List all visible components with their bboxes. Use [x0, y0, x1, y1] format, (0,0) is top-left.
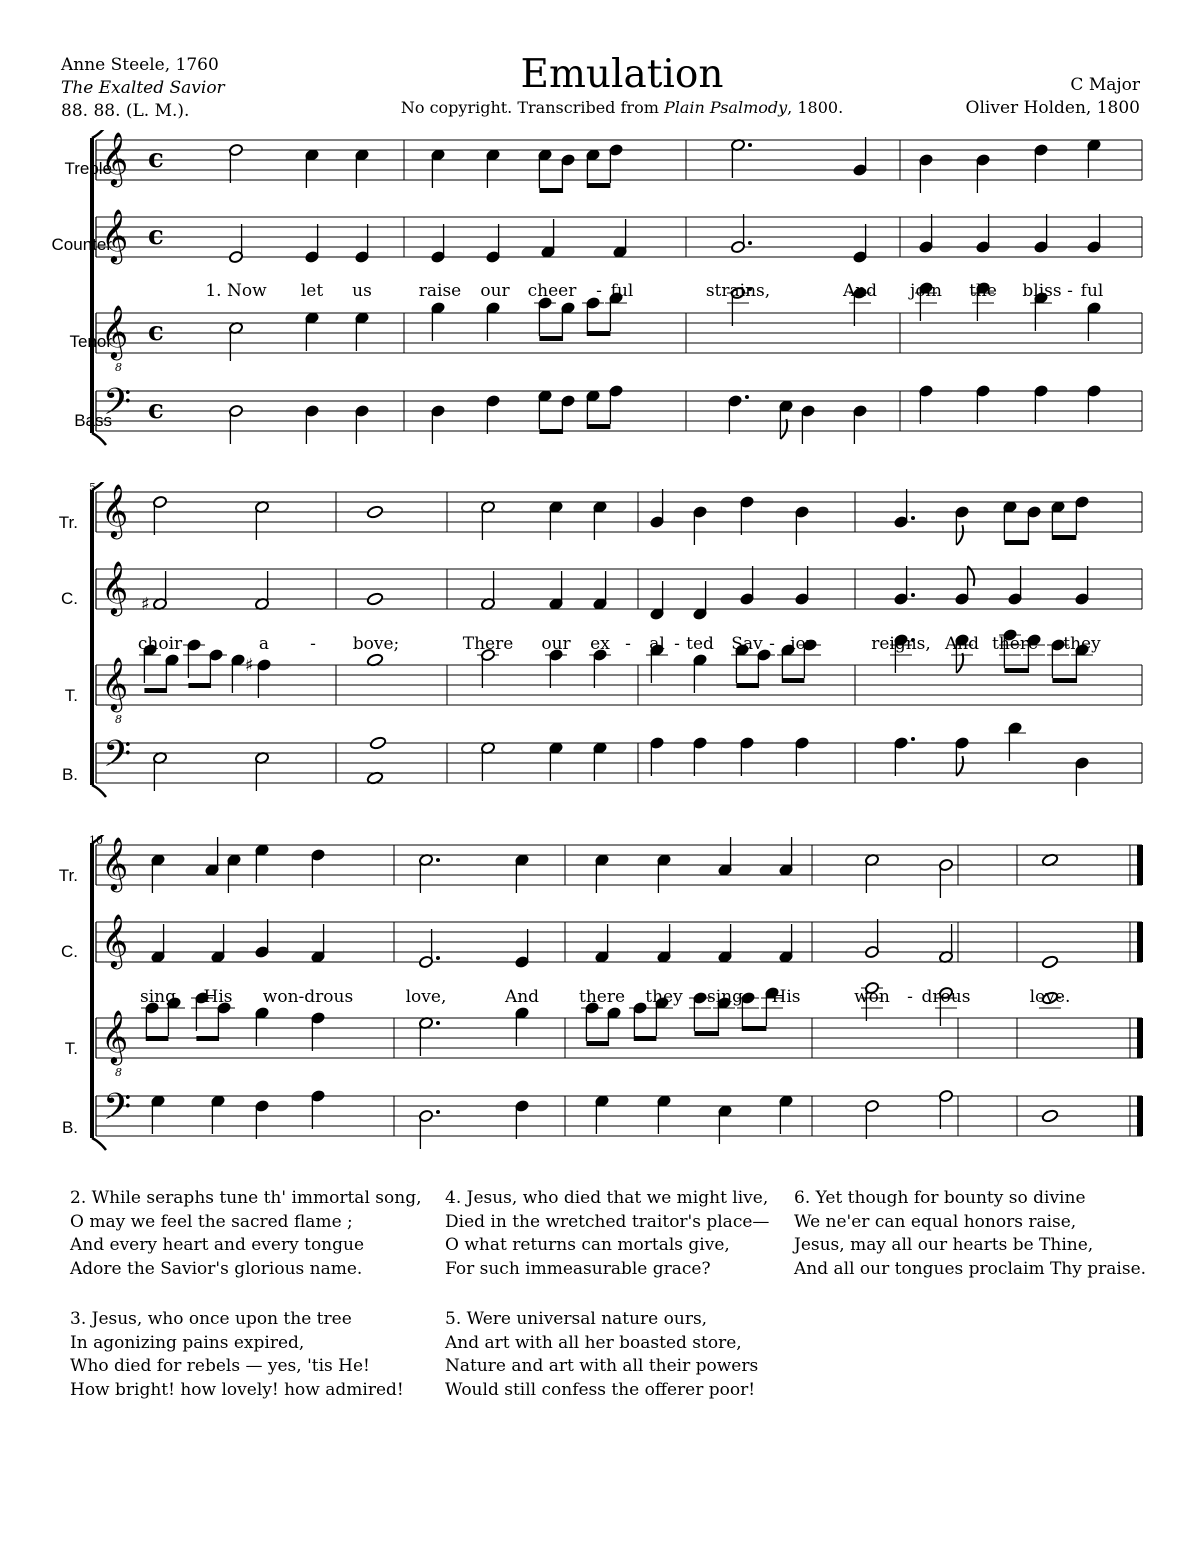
verse-line: Jesus, may all our hearts be Thine,	[794, 1235, 1094, 1255]
verse-2	[70, 1187, 421, 1281]
note-beam	[587, 424, 610, 429]
voice-label-tenor: Tenor	[69, 332, 112, 351]
note-beam	[742, 1026, 766, 1031]
note-beam	[188, 683, 210, 688]
lyric-syllable: ior	[790, 634, 814, 654]
lyric-syllable: strains,	[705, 281, 771, 301]
lyrics-line-3	[0, 987, 1200, 1013]
lyric-syllable: sing	[140, 987, 176, 1007]
final-bar-line	[1137, 1096, 1143, 1136]
lyric-syllable: ful	[1080, 281, 1104, 301]
treble-clef-icon: 𝄞	[101, 560, 129, 614]
verse-line: How bright! how lovely! how admired!	[70, 1379, 404, 1400]
verse-line: O may we feel the sacred flame ;	[70, 1211, 353, 1232]
augmentation-dot	[911, 737, 915, 741]
treble-clef-icon: 𝄞	[101, 208, 129, 262]
note-beam	[144, 688, 166, 693]
verse-line: And every heart and every tongue	[70, 1235, 365, 1255]
lyric-syllable: our	[480, 281, 510, 301]
verse-line: Would still confess the offerer poor!	[445, 1379, 756, 1400]
header-key-composer	[966, 74, 1140, 120]
note-head	[366, 592, 383, 606]
voice-label-treble: Treble	[64, 159, 112, 178]
verse-line: 5. Were universal nature ours,	[445, 1309, 708, 1329]
note-head	[366, 505, 383, 519]
octave-mark: 8	[115, 361, 122, 374]
note-beam	[587, 331, 610, 336]
note-beam	[146, 1036, 168, 1041]
augmentation-dot	[436, 1021, 440, 1025]
voice-label-bass-short: B.	[61, 1118, 78, 1137]
lyric-syllable: a	[258, 634, 270, 654]
note-beam	[587, 183, 610, 188]
lyric-hyphen: -	[769, 634, 775, 654]
verse-line: And art with all her boasted store,	[445, 1332, 742, 1353]
note-beam	[539, 188, 562, 193]
verse-line: We ne'er can equal honors raise,	[794, 1211, 1077, 1232]
author: Anne Steele, 1760	[61, 55, 219, 75]
treble-clef-icon: 𝄞	[101, 913, 129, 967]
hymn-title: The Exalted Savior	[61, 78, 225, 98]
note-flag	[956, 525, 963, 545]
lyrics-line-2	[0, 634, 1200, 660]
lyric-syllable: drous	[921, 987, 971, 1007]
lyric-syllable: love,	[405, 987, 447, 1007]
system-2	[0, 482, 1200, 817]
lyric-hyphen: -	[674, 634, 680, 654]
lyric-hyphen: -	[1067, 281, 1073, 301]
treble-clef-icon: 𝄞	[101, 656, 129, 710]
common-time-icon: c	[148, 144, 164, 174]
system-1	[0, 130, 1200, 465]
bracket-hook	[92, 785, 106, 797]
augmentation-dot	[911, 593, 915, 597]
treble-clef-icon: 𝄞	[101, 483, 129, 537]
lyric-syllable: there	[991, 634, 1039, 654]
note-beam	[694, 1031, 718, 1036]
lyric-syllable: they	[645, 987, 683, 1007]
lyric-syllable: al	[649, 634, 665, 654]
lyric-syllable: won	[854, 987, 890, 1007]
augmentation-dot	[436, 858, 440, 862]
bracket-hook	[92, 1138, 106, 1150]
measure-number: 5	[89, 481, 96, 494]
verse-line: Nature and art with all their powers	[445, 1356, 759, 1376]
octave-mark: 8	[115, 713, 122, 726]
treble-clef-icon: 𝄞	[101, 304, 129, 358]
bracket-hook	[92, 433, 106, 445]
treble-clef-icon: 𝄞	[101, 836, 129, 890]
bass-clef-icon: 𝄢	[103, 1086, 132, 1137]
augmentation-dot	[748, 143, 752, 147]
voice-label-treble-short: Tr.	[58, 866, 78, 885]
composer: Oliver Holden, 1800	[965, 98, 1140, 118]
lyric-syllable: There	[462, 634, 514, 654]
voice-label-tenor-short: T.	[64, 686, 78, 705]
lyric-syllable: ex	[590, 634, 610, 654]
lyric-syllable: reigns,	[871, 634, 931, 654]
augmentation-dot	[911, 516, 915, 520]
bass-clef-icon: 𝄢	[103, 733, 132, 784]
verse-3	[70, 1308, 404, 1402]
verse-line: For such immeasurable grace?	[445, 1258, 711, 1279]
verse-6	[794, 1187, 1146, 1281]
verse-line: Who died for rebels — yes, 'tis He!	[70, 1356, 370, 1376]
final-bar-line	[1137, 1018, 1143, 1058]
voice-label-bass-short: B.	[61, 765, 78, 784]
lyric-syllable: And	[944, 634, 980, 654]
sharp-icon: ♯	[245, 655, 254, 676]
note-beam	[586, 1041, 608, 1046]
meter: 88. 88. (L. M.).	[61, 101, 190, 121]
octave-mark: 8	[115, 1066, 122, 1079]
verse-line: 3. Jesus, who once upon the tree	[70, 1309, 352, 1329]
bass-clef-icon: 𝄢	[103, 381, 132, 432]
lyric-syllable: won-drous	[262, 987, 354, 1007]
treble-clef-icon: 𝄞	[101, 1009, 129, 1063]
lyric-syllable: let	[300, 281, 324, 301]
verse-line: 4. Jesus, who died that we might live,	[445, 1188, 769, 1208]
note-beam	[1004, 540, 1028, 545]
augmentation-dot	[436, 1110, 440, 1114]
lyric-syllable: ful	[610, 281, 634, 301]
verse-line: Adore the Savior's glorious name.	[70, 1258, 363, 1279]
key: C Major	[1070, 75, 1140, 95]
lyric-syllable: And	[842, 281, 878, 301]
lyric-syllable: ted	[686, 634, 714, 654]
lyric-hyphen: -	[310, 634, 316, 654]
voice-label-bass: Bass	[74, 411, 112, 430]
note-head	[1041, 955, 1058, 969]
lyric-syllable: love.	[1029, 987, 1071, 1007]
lyric-syllable: 1. Now	[205, 281, 267, 301]
note-beam	[634, 1036, 656, 1041]
lyric-hyphen: -	[625, 634, 631, 654]
note-beam	[782, 678, 804, 683]
final-bar-line	[1137, 922, 1143, 962]
final-bar-line	[1137, 845, 1143, 885]
voice-label-counter-short: C.	[61, 589, 78, 608]
verse-line: 6. Yet though for bounty so divine	[794, 1188, 1086, 1208]
lyric-syllable: there	[578, 987, 626, 1007]
lyric-syllable: bliss	[1022, 281, 1062, 301]
note-beam	[1052, 678, 1076, 683]
note-beam	[539, 336, 562, 341]
note-head	[369, 736, 386, 750]
augmentation-dot	[436, 956, 440, 960]
lyric-syllable: bove;	[352, 634, 400, 654]
lyric-syllable: And	[504, 987, 540, 1007]
lyric-syllable: our	[541, 634, 571, 654]
lyric-syllable: Sav	[731, 634, 763, 654]
lyric-syllable: His	[771, 987, 801, 1007]
lyric-syllable: us	[352, 281, 372, 301]
augmentation-dot	[745, 395, 749, 399]
verse-line: O what returns can mortals give,	[445, 1235, 730, 1255]
voice-label-treble-short: Tr.	[58, 513, 78, 532]
note-flag	[780, 419, 787, 439]
note-beam	[736, 683, 758, 688]
note-beam	[1052, 535, 1076, 540]
augmentation-dot	[748, 241, 752, 245]
note-head	[1041, 1109, 1058, 1123]
lyrics-line-1	[0, 281, 1200, 307]
lyric-syllable: choir	[137, 634, 183, 654]
treble-clef-icon: 𝄞	[101, 131, 129, 185]
lyric-syllable: cheer	[527, 281, 577, 301]
common-time-icon: c	[148, 395, 164, 425]
system-3	[0, 835, 1200, 1170]
copyright-source: Plain Psalmody	[663, 98, 788, 117]
lyric-syllable: raise	[418, 281, 462, 301]
verse-4	[445, 1187, 769, 1281]
copyright-suffix: , 1800.	[787, 98, 844, 117]
common-time-icon: c	[148, 221, 164, 251]
note-beam	[196, 1036, 218, 1041]
lyric-hyphen: -	[907, 987, 913, 1007]
voice-label-counter: Counter	[51, 235, 112, 254]
note-beam	[539, 429, 562, 434]
verse-line: And all our tongues proclaim Thy praise.	[794, 1258, 1147, 1279]
lyric-syllable: sing	[707, 987, 743, 1007]
verse-line: Died in the wretched traitor's place—	[445, 1211, 770, 1232]
page-title: Emulation	[520, 52, 724, 97]
lyric-hyphen: -	[596, 281, 602, 301]
verse-5	[445, 1308, 758, 1402]
lyric-syllable: the	[969, 281, 997, 301]
voice-label-tenor-short: T.	[64, 1039, 78, 1058]
lyric-syllable: join	[910, 281, 942, 301]
common-time-icon: c	[148, 317, 164, 347]
verse-line: In agonizing pains expired,	[70, 1332, 305, 1353]
lyric-syllable: they	[1063, 634, 1101, 654]
copyright-prefix: No copyright. Transcribed from	[400, 98, 664, 117]
measure-number: 10	[89, 834, 103, 847]
note-beam	[1004, 668, 1028, 673]
verse-line: 2. While seraphs tune th' immortal song,	[70, 1188, 422, 1208]
sharp-icon: ♯	[141, 594, 150, 615]
lyric-syllable: His	[203, 987, 233, 1007]
voice-label-counter-short: C.	[61, 942, 78, 961]
